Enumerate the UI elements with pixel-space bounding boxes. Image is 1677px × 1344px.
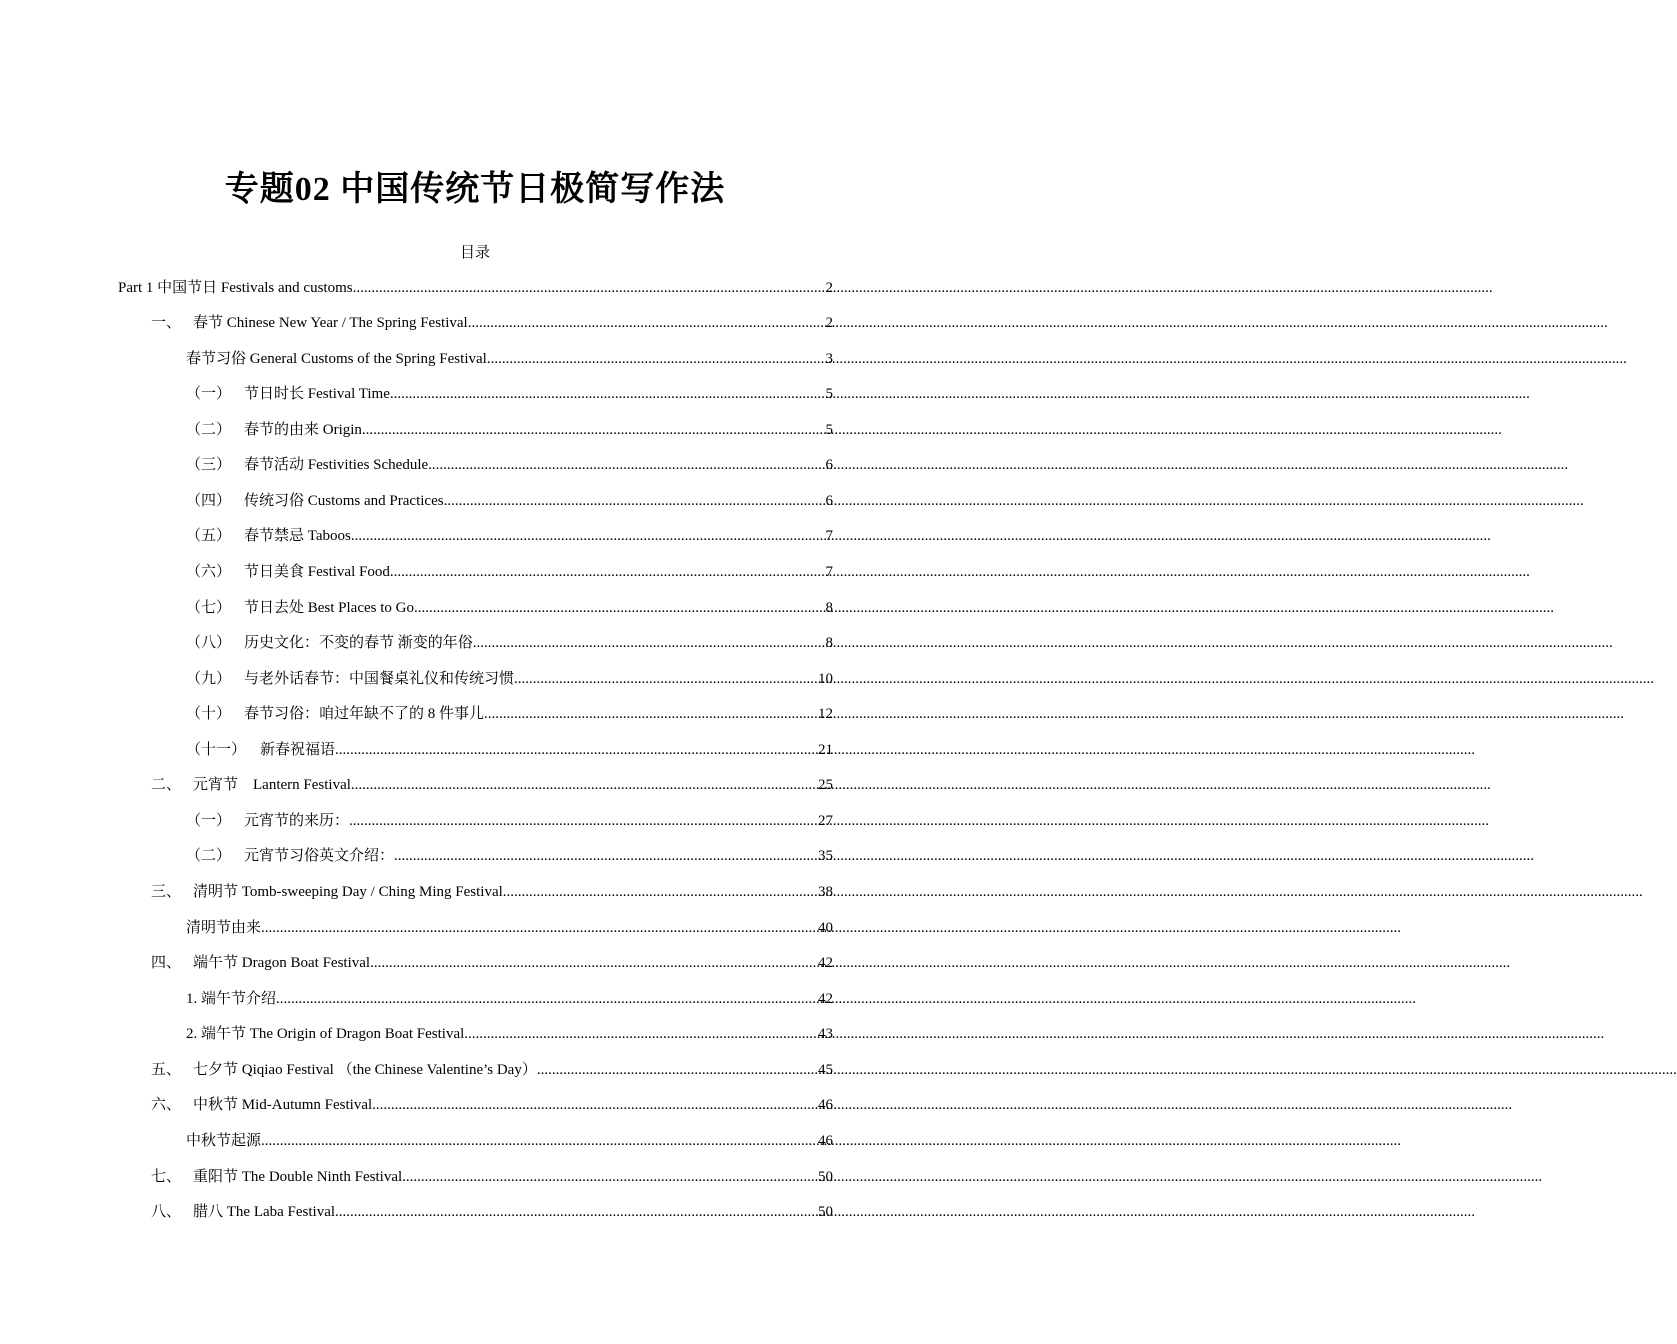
toc-entry-number: （十一）: [186, 742, 247, 758]
toc-heading: 目录: [459, 245, 490, 261]
toc-entry-origin[interactable]: [186, 418, 833, 442]
toc-entry-number: 五、: [151, 1062, 182, 1078]
toc-page-number: 38: [818, 884, 833, 900]
toc-entry-text: 春节习俗 General Customs of the Spring Festival: [186, 351, 487, 367]
toc-entry-text: 元宵节的来历：: [244, 813, 350, 829]
toc-entry-qingming-origin[interactable]: [186, 916, 833, 940]
toc-entry-text: 历史文化：不变的春节 渐变的年俗: [244, 635, 473, 651]
toc-page-number: 8: [825, 600, 833, 616]
toc-page-number: 2: [825, 280, 833, 296]
toc-leader-dots: [276, 987, 817, 1011]
toc-entry-text: 中秋节起源: [186, 1133, 262, 1149]
toc-page-number: 21: [818, 742, 833, 758]
toc-entry-mid-autumn-festival[interactable]: [151, 1093, 833, 1117]
toc-entry-text: 春节禁忌 Taboos: [244, 528, 351, 544]
toc-entry-spring-festival[interactable]: [151, 311, 833, 335]
toc-entry-qixi-festival[interactable]: [151, 1058, 833, 1082]
toc-leader-dots: [362, 418, 825, 442]
toc-leader-dots: [390, 382, 825, 406]
toc-entry-lantern-festival[interactable]: [151, 773, 833, 797]
toc-page-number: 27: [818, 813, 833, 829]
toc-entry-number: （一）: [186, 813, 232, 829]
toc-entry-double-ninth-festival[interactable]: [151, 1165, 833, 1189]
toc-entry-number: （五）: [186, 528, 232, 544]
toc-entry-mid-autumn-origin[interactable]: [186, 1129, 833, 1153]
toc-leader-dots: [372, 1093, 817, 1117]
toc-page-number: 50: [818, 1204, 833, 1220]
toc-leader-dots: [390, 560, 825, 584]
toc-entry-text: 与老外话春节：中国餐桌礼仪和传统习惯: [244, 671, 515, 687]
toc-entry-number: （一）: [186, 386, 232, 402]
toc-entry-number: （四）: [186, 493, 232, 509]
toc-leader-dots: [353, 276, 825, 300]
toc-entry-customs-practices[interactable]: [186, 489, 833, 513]
toc-entry-text: 节日时长 Festival Time: [244, 386, 390, 402]
toc-leader-dots: [351, 773, 817, 797]
toc-entry-number: （二）: [186, 848, 232, 864]
toc-entry-taboos[interactable]: [186, 524, 833, 548]
toc-leader-dots: [370, 951, 817, 975]
toc-entry-lantern-origin[interactable]: [186, 809, 833, 833]
toc-entry-number: （二）: [186, 422, 232, 438]
toc-page-number: 8: [825, 635, 833, 651]
toc-entry-new-year-greetings[interactable]: [186, 738, 833, 762]
toc-page-number: 6: [825, 493, 833, 509]
toc-entry-number: （十）: [186, 706, 232, 722]
toc-entry-number: 三、: [151, 884, 182, 900]
toc-entry-text: 2. 端午节 The Origin of Dragon Boat Festival: [186, 1026, 465, 1042]
toc-entry-best-places[interactable]: [186, 596, 833, 620]
toc-entry-part1[interactable]: [118, 276, 833, 300]
toc-entry-text: 春节 Chinese New Year / The Spring Festival: [193, 315, 468, 331]
toc-page-number: 35: [818, 848, 833, 864]
toc-leader-dots: [468, 311, 825, 335]
toc-entry-text: Part 1 中国节日 Festivals and customs: [118, 280, 353, 296]
toc-entry-number: （六）: [186, 564, 232, 580]
toc-entry-number: 一、: [151, 315, 182, 331]
toc-entry-table-etiquette[interactable]: [186, 667, 833, 691]
toc-leader-dots: [484, 702, 817, 726]
toc-leader-dots: [394, 844, 817, 868]
toc-leader-dots: [261, 1129, 817, 1153]
toc-page-number: 2: [825, 315, 833, 331]
toc-leader-dots: [349, 809, 817, 833]
toc-entry-number: （八）: [186, 635, 232, 651]
toc-page-number: 7: [825, 528, 833, 544]
toc-entry-text: 清明节由来: [186, 920, 262, 936]
toc-entry-number: 七、: [151, 1169, 182, 1185]
toc-page-number: 46: [818, 1097, 833, 1113]
toc-entry-dragon-boat-festival[interactable]: [151, 951, 833, 975]
toc-entry-text: 端午节 Dragon Boat Festival: [193, 955, 371, 971]
toc-page-number: 42: [818, 955, 833, 971]
toc-entry-qingming-festival[interactable]: [151, 880, 833, 904]
toc-page-number: 46: [818, 1133, 833, 1149]
toc-entry-festival-food[interactable]: [186, 560, 833, 584]
toc-entry-number: 四、: [151, 955, 182, 971]
toc-entry-text: 腊八 The Laba Festival: [193, 1204, 336, 1220]
toc-entry-number: （七）: [186, 600, 232, 616]
toc-entry-text: 春节习俗：咱过年缺不了的 8 件事儿: [244, 706, 485, 722]
toc-page-number: 3: [825, 351, 833, 367]
toc-entry-text: 清明节 Tomb-sweeping Day / Ching Ming Festival: [193, 884, 503, 900]
toc-leader-dots: [503, 880, 817, 904]
toc-leader-dots: [351, 524, 825, 548]
toc-entry-text: 传统习俗 Customs and Practices: [244, 493, 444, 509]
toc-page-number: 5: [825, 386, 833, 402]
toc-page-number: 42: [818, 991, 833, 1007]
toc-entry-text: 节日去处 Best Places to Go: [244, 600, 414, 616]
toc-entry-number: 八、: [151, 1204, 182, 1220]
toc-entry-text: 重阳节 The Double Ninth Festival: [193, 1169, 403, 1185]
toc-page-number: 45: [818, 1062, 833, 1078]
toc-entry-text: 中秋节 Mid-Autumn Festival: [193, 1097, 373, 1113]
toc-entry-festival-time[interactable]: [186, 382, 833, 406]
toc-entry-lantern-customs[interactable]: [186, 844, 833, 868]
toc-leader-dots: [428, 453, 824, 477]
toc-leader-dots: [473, 631, 825, 655]
toc-entry-text: 节日美食 Festival Food: [244, 564, 390, 580]
toc-entry-laba-festival[interactable]: [151, 1200, 833, 1224]
toc-leader-dots: [487, 347, 825, 371]
toc-entry-text: 七夕节 Qiqiao Festival （the Chinese Valentine’s Day）: [193, 1062, 537, 1078]
toc-entry-dragon-boat-origin[interactable]: [186, 1022, 833, 1046]
toc-leader-dots: [537, 1058, 817, 1082]
toc-entry-festivities-schedule[interactable]: [186, 453, 833, 477]
toc-entry-text: 元宵节 Lantern Festival: [193, 777, 351, 793]
toc-page-number: 25: [818, 777, 833, 793]
toc-leader-dots: [335, 738, 817, 762]
toc-entry-number: （三）: [186, 457, 232, 473]
toc-entry-text: 春节活动 Festivities Schedule: [244, 457, 429, 473]
toc-leader-dots: [444, 489, 825, 513]
toc-leader-dots: [414, 596, 825, 620]
toc-page-number: 12: [818, 706, 833, 722]
toc-entry-spring-customs[interactable]: [186, 347, 833, 371]
toc-page-number: 50: [818, 1169, 833, 1185]
toc-leader-dots: [464, 1022, 817, 1046]
toc-leader-dots: [402, 1165, 817, 1189]
toc-page-number: 43: [818, 1026, 833, 1042]
toc-page-number: 7: [825, 564, 833, 580]
toc-entry-text: 元宵节习俗英文介绍：: [244, 848, 395, 864]
toc-leader-dots: [335, 1200, 817, 1224]
toc-entry-eight-things[interactable]: [186, 702, 833, 726]
toc-entry-text: 1. 端午节介绍: [186, 991, 277, 1007]
toc-page-number: 40: [818, 920, 833, 936]
toc-entry-number: 二、: [151, 777, 182, 793]
page-title: 专题02 中国传统节日极简写作法: [224, 170, 726, 208]
toc-leader-dots: [261, 916, 817, 940]
toc-entry-dragon-boat-intro[interactable]: [186, 987, 833, 1011]
toc-entry-number: （九）: [186, 671, 232, 687]
toc-leader-dots: [514, 667, 817, 691]
toc-entry-text: 新春祝福语: [260, 742, 336, 758]
toc-page-number: 5: [825, 422, 833, 438]
toc-page-number: 10: [818, 671, 833, 687]
toc-page-number: 6: [825, 457, 833, 473]
toc-entry-text: 春节的由来 Origin: [244, 422, 362, 438]
toc-entry-number: 六、: [151, 1097, 182, 1113]
toc-entry-history-culture[interactable]: [186, 631, 833, 655]
